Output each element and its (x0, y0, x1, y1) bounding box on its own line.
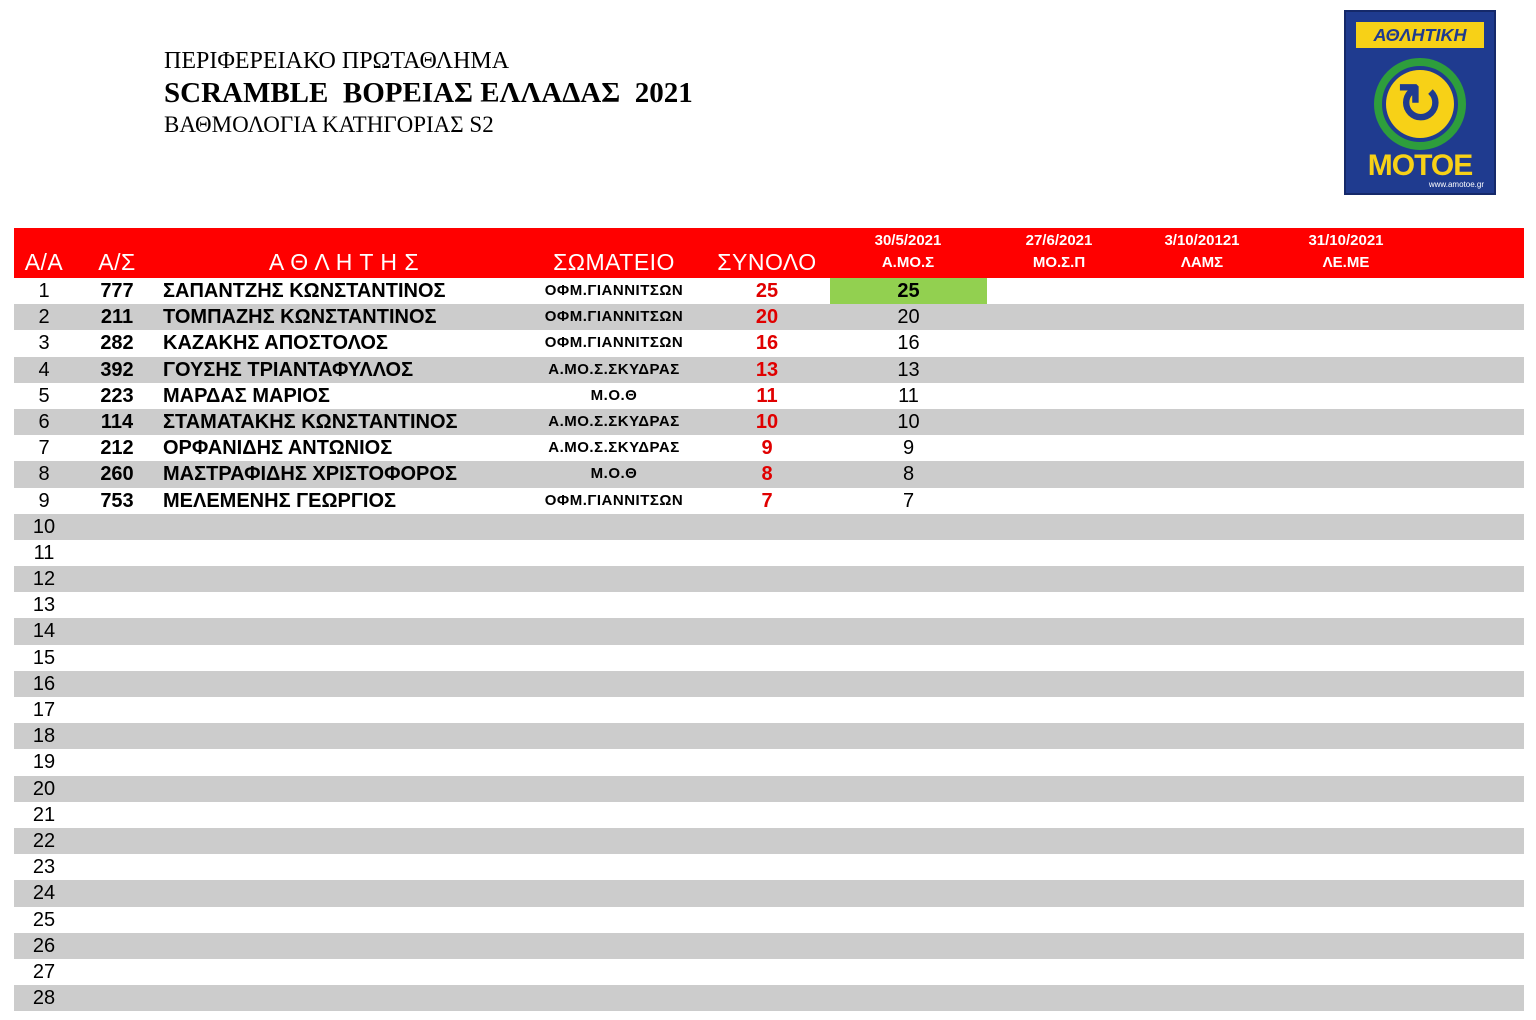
col-header-athlete: Α Θ Λ Η Τ Η Σ (268, 249, 420, 275)
total-points-cell (736, 959, 798, 985)
round-1-points-cell (830, 933, 987, 959)
total-points-cell (736, 880, 798, 906)
athlete-name-cell: ΤΟΜΠΑΖΗΣ ΚΩΝΣΤΑΝΤΙΝΟΣ (163, 306, 437, 329)
race-number-cell (96, 959, 138, 985)
total-points-cell: 9 (761, 437, 773, 460)
table-row (14, 514, 1524, 540)
round-1-points-cell: 16 (897, 332, 920, 355)
total-points-cell (736, 592, 798, 618)
round-1-points-cell (830, 880, 987, 906)
club-cell (534, 514, 694, 540)
club-cell (534, 933, 694, 959)
race-number-cell (96, 540, 138, 566)
total-points-cell (736, 776, 798, 802)
race-number-cell: 392 (100, 358, 134, 381)
table-row (14, 959, 1524, 985)
round-1-points-cell: 13 (897, 358, 920, 381)
race-number-cell: 211 (100, 306, 134, 329)
round-1-date: 30/5/2021 (874, 232, 942, 249)
table-row (14, 304, 1524, 330)
club-cell (534, 880, 694, 906)
athlete-name-cell: ΟΡΦΑΝΙΔΗΣ ΑΝΤΩΝΙΟΣ (163, 437, 393, 460)
table-row (14, 488, 1524, 514)
round-1-points-cell (830, 618, 987, 644)
rank-cell: 15 (32, 646, 56, 669)
round-3-date: 3/10/20121 (1164, 232, 1240, 249)
club-cell (534, 566, 694, 592)
table-row (14, 854, 1524, 880)
table-header (14, 228, 1524, 278)
rank-cell: 8 (38, 463, 50, 486)
race-number-cell (96, 749, 138, 775)
round-1-points-cell (830, 592, 987, 618)
round-2-date: 27/6/2021 (1025, 232, 1093, 249)
standings-table (14, 228, 1524, 1011)
club-cell (534, 671, 694, 697)
table-row (14, 776, 1524, 802)
table-row (14, 592, 1524, 618)
race-number-cell (96, 697, 138, 723)
round-1-points-cell: 11 (898, 384, 919, 407)
round-4-club: ΛΕ.ΜΕ (1322, 254, 1370, 271)
club-cell (534, 854, 694, 880)
table-row (14, 566, 1524, 592)
title-line-3: ΒΑΘΜΟΛΟΓΙΑ ΚΑΤΗΓΟΡΙΑΣ S2 (164, 112, 494, 137)
club-cell: Μ.Ο.Θ (590, 386, 638, 404)
club-cell (534, 723, 694, 749)
col-header-club: ΣΩΜΑΤΕΙΟ (553, 249, 675, 275)
total-points-cell: 8 (761, 463, 773, 486)
total-points-cell (736, 566, 798, 592)
race-number-cell (96, 618, 138, 644)
total-points-cell (736, 749, 798, 775)
motoe-logo (1344, 10, 1496, 195)
total-points-cell: 13 (755, 358, 779, 381)
round-1-points-cell: 25 (830, 278, 987, 304)
rank-cell: 1 (38, 280, 50, 302)
cycle-arrows-icon: ↻ (1396, 72, 1444, 135)
round-1-points-cell: 7 (902, 489, 915, 512)
total-points-cell (736, 907, 798, 933)
round-1-points-cell (830, 828, 987, 854)
table-row (14, 828, 1524, 854)
table-row (14, 880, 1524, 906)
race-number-cell: 282 (100, 332, 134, 355)
total-points-cell (736, 828, 798, 854)
round-1-points-cell (830, 802, 987, 828)
rank-cell: 2 (38, 306, 50, 329)
table-row (14, 357, 1524, 383)
total-points-cell (736, 933, 798, 959)
club-cell: ΟΦΜ.ΓΙΑΝΝΙΤΣΩΝ (544, 491, 684, 509)
rank-cell: 27 (32, 960, 56, 983)
logo-url: www.amotoe.gr (1428, 180, 1484, 189)
race-number-cell (96, 802, 138, 828)
table-row (14, 985, 1524, 1011)
round-1-points-cell (830, 697, 987, 723)
round-1-points-cell (830, 959, 987, 985)
race-number-cell (96, 854, 138, 880)
round-1-points-cell: 8 (902, 463, 915, 486)
total-points-cell (736, 671, 798, 697)
table-body (14, 278, 1524, 1011)
athlete-name-cell: ΣΤΑΜΑΤΑΚΗΣ ΚΩΝΣΤΑΝΤΙΝΟΣ (163, 410, 458, 433)
rank-cell: 25 (32, 908, 56, 931)
race-number-cell (96, 592, 138, 618)
total-points-cell: 16 (755, 332, 779, 355)
athlete-name-cell: ΓΟΥΣΗΣ ΤΡΙΑΝΤΑΦΥΛΛΟΣ (163, 358, 414, 381)
club-cell (534, 959, 694, 985)
athlete-name-cell: ΜΑΡΔΑΣ ΜΑΡΙΟΣ (163, 384, 330, 407)
club-cell (534, 749, 694, 775)
round-3-club: ΛΑΜΣ (1180, 254, 1224, 271)
race-number-cell (96, 566, 138, 592)
race-number-cell (96, 671, 138, 697)
table-row (14, 461, 1524, 487)
table-row (14, 671, 1524, 697)
rank-cell: 12 (32, 568, 56, 591)
athlete-name-cell: ΣΑΠΑΝΤΖΗΣ ΚΩΝΣΤΑΝΤΙΝΟΣ (163, 280, 446, 302)
round-1-points-cell (830, 566, 987, 592)
table-row (14, 749, 1524, 775)
col-header-as: Α/Σ (98, 249, 136, 275)
round-1-points-cell (830, 854, 987, 880)
rank-cell: 26 (32, 934, 56, 957)
club-cell: Α.ΜΟ.Σ.ΣΚΥΔΡΑΣ (548, 439, 680, 457)
race-number-cell (96, 828, 138, 854)
total-points-cell (736, 618, 798, 644)
round-1-points-cell (830, 723, 987, 749)
title-line-2: SCRAMBLE ΒΟΡΕΙΑΣ ΕΛΛΑΔΑΣ 2021 (164, 77, 693, 109)
table-row (14, 435, 1524, 461)
table-row (14, 330, 1524, 356)
athlete-name-cell: ΚΑΖΑΚΗΣ ΑΠΟΣΤΟΛΟΣ (163, 332, 388, 355)
document-title-block (164, 46, 693, 140)
athlete-name-cell: ΜΑΣΤΡΑΦΙΔΗΣ ΧΡΙΣΤΟΦΟΡΟΣ (163, 463, 457, 486)
race-number-cell (96, 776, 138, 802)
round-1-points-cell (830, 985, 987, 1011)
club-cell (534, 802, 694, 828)
race-number-cell (96, 880, 138, 906)
total-points-cell: 10 (755, 410, 779, 433)
table-row (14, 802, 1524, 828)
round-1-points-cell (830, 671, 987, 697)
round-2-club: ΜΟ.Σ.Π (1032, 254, 1086, 271)
race-number-cell (96, 723, 138, 749)
club-cell (534, 828, 694, 854)
rank-cell: 6 (38, 410, 50, 433)
club-cell: ΟΦΜ.ΓΙΑΝΝΙΤΣΩΝ (544, 282, 684, 299)
rank-cell: 17 (32, 699, 56, 721)
round-1-points-cell (830, 514, 987, 540)
rank-cell: 4 (38, 358, 50, 381)
table-row (14, 933, 1524, 959)
race-number-cell: 753 (100, 489, 134, 512)
race-number-cell: 114 (100, 410, 134, 433)
rank-cell: 9 (38, 489, 50, 512)
rank-cell: 19 (32, 751, 56, 774)
round-4-date: 31/10/2021 (1308, 232, 1384, 249)
rank-cell: 16 (32, 672, 56, 695)
rank-cell: 28 (32, 987, 56, 1010)
round-1-points-cell: 9 (902, 437, 915, 460)
club-cell (534, 776, 694, 802)
club-cell (534, 697, 694, 723)
club-cell: Μ.Ο.Θ (590, 465, 638, 483)
table-row (14, 409, 1524, 435)
table-row (14, 907, 1524, 933)
round-1-points-cell (830, 645, 987, 671)
round-1-points-cell (830, 776, 987, 802)
total-points-cell (736, 802, 798, 828)
table-row (14, 618, 1524, 644)
club-cell: Α.ΜΟ.Σ.ΣΚΥΔΡΑΣ (548, 360, 680, 378)
round-1-club: Α.ΜΟ.Σ (881, 254, 935, 271)
total-points-cell (736, 697, 798, 723)
club-cell (534, 907, 694, 933)
col-header-total: ΣΥΝΟΛΟ (717, 249, 817, 275)
logo-top-text: ΑΘΛΗΤΙΚΗ (1356, 22, 1484, 48)
round-1-points-cell (830, 749, 987, 775)
round-1-points-cell: 10 (897, 410, 920, 433)
race-number-cell (96, 645, 138, 671)
race-number-cell (96, 933, 138, 959)
rank-cell: 7 (38, 437, 50, 460)
club-cell (534, 592, 694, 618)
club-cell (534, 645, 694, 671)
rank-cell: 24 (32, 882, 56, 905)
total-points-cell (736, 645, 798, 671)
table-row (14, 540, 1524, 566)
total-points-cell: 7 (761, 489, 773, 512)
race-number-cell: 777 (100, 280, 134, 302)
col-header-aa: Α/Α (24, 249, 64, 275)
rank-cell: 10 (32, 515, 56, 538)
race-number-cell (96, 985, 138, 1011)
club-cell: Α.ΜΟ.Σ.ΣΚΥΔΡΑΣ (548, 412, 680, 430)
round-1-points-cell: 20 (897, 306, 920, 329)
total-points-cell (736, 723, 798, 749)
table-row (14, 697, 1524, 723)
rank-cell: 18 (32, 725, 56, 748)
race-number-cell: 260 (100, 463, 134, 486)
total-points-cell: 20 (755, 306, 779, 329)
table-row (14, 723, 1524, 749)
rank-cell: 14 (32, 620, 56, 643)
club-cell: ΟΦΜ.ΓΙΑΝΝΙΤΣΩΝ (544, 334, 684, 352)
club-cell (534, 985, 694, 1011)
table-row (14, 278, 1524, 304)
table-row (14, 383, 1524, 409)
rank-cell: 5 (38, 384, 50, 407)
total-points-cell: 11 (756, 384, 778, 407)
rank-cell: 22 (32, 829, 56, 852)
athlete-name-cell: ΜΕΛΕΜΕΝΗΣ ΓΕΩΡΓΙΟΣ (163, 489, 396, 512)
race-number-cell (96, 907, 138, 933)
rank-cell: 11 (33, 541, 55, 564)
rank-cell: 23 (32, 856, 56, 879)
club-cell: ΟΦΜ.ΓΙΑΝΝΙΤΣΩΝ (544, 308, 684, 326)
rank-cell: 20 (32, 777, 56, 800)
total-points-cell (736, 540, 798, 566)
round-1-points-cell (830, 540, 987, 566)
club-cell (534, 618, 694, 644)
round-1-points-cell (830, 907, 987, 933)
race-number-cell: 223 (100, 384, 134, 407)
total-points-cell (736, 514, 798, 540)
table-row (14, 645, 1524, 671)
club-cell (534, 540, 694, 566)
rank-cell: 3 (38, 332, 50, 355)
title-line-1: ΠΕΡΙΦΕΡΕΙΑΚΟ ΠΡΩΤΑΘΛΗΜΑ (164, 48, 510, 74)
race-number-cell: 212 (100, 437, 134, 460)
total-points-cell: 25 (755, 280, 779, 302)
rank-cell: 13 (32, 594, 56, 617)
logo-bottom-text: ΜΟΤΟΕ (1367, 149, 1473, 182)
race-number-cell (96, 514, 138, 540)
total-points-cell (736, 985, 798, 1011)
total-points-cell (736, 854, 798, 880)
rank-cell: 21 (32, 803, 56, 826)
